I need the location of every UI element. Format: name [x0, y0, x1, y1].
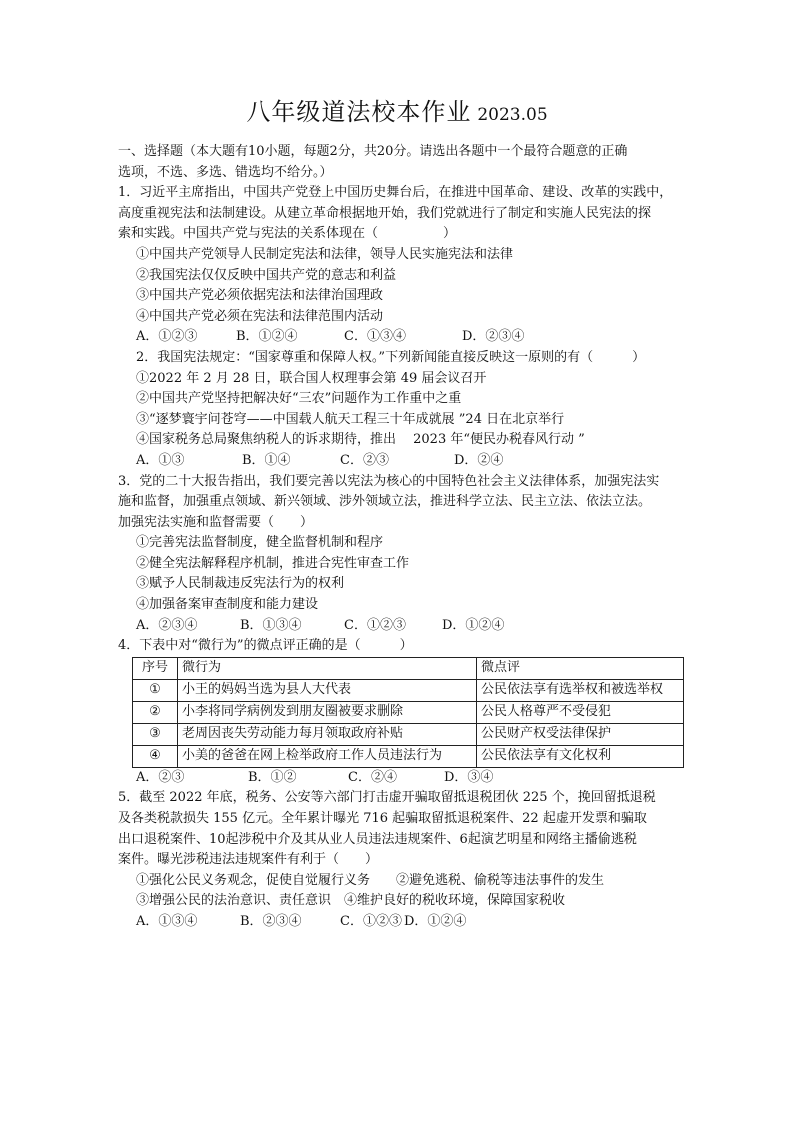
title-text: 八年级道法校本作业	[246, 98, 472, 126]
question-item: ②健全宪法解释程序机制，推进合宪性审查工作	[136, 555, 410, 571]
question-item: ④加强备案审查制度和能力建设	[136, 597, 319, 613]
table-cell: ④	[133, 745, 178, 767]
section-header-line: 一、选择题（本大题有10小题，每题2分，共20分。请选出各题中一个最符合题意的正确	[118, 144, 628, 159]
question-stem-line: 出口退税案件、10起涉税中介及其从业人员违法违规案件、6起演艺明星和网络主播偷逃税	[118, 831, 637, 847]
option-d: D．①②④	[442, 617, 505, 633]
answer-options	[118, 327, 688, 348]
question-2	[118, 348, 688, 472]
answer-options	[118, 451, 688, 472]
question-item: ③“逐梦寰宇问苍穹——中国载人航天工程三十年成就展 ”24 日在北京举行	[136, 411, 565, 427]
behavior-table	[132, 657, 684, 768]
option-a: A．①③	[136, 452, 185, 468]
table-header-row	[133, 657, 684, 679]
question-item: ③赋予人民制裁违反宪法行为的权利	[136, 576, 345, 592]
question-stem-line: 案件。曝光涉税违法违规案件有利于（ ）	[118, 852, 379, 868]
option-c: C．①②③	[340, 914, 402, 929]
answer-options	[118, 768, 688, 789]
table-header-cell: 微点评	[477, 657, 684, 679]
option-c: C．②④	[348, 769, 397, 785]
question-stem-line: 4．下表中对“微行为”的微点评正确的是（ ）	[118, 638, 413, 654]
option-d: D．②③④	[462, 329, 525, 345]
option-b: B．②③④	[240, 914, 302, 929]
table-cell: 公民依法享有选举权和被选举权	[477, 679, 684, 701]
option-d: D．①②④	[404, 914, 467, 929]
option-d: D．③④	[444, 769, 494, 785]
question-stem-line: 及各类税款损失 155 亿元。全年累计曝光 716 起骗取留抵退税案件、22 起虚开发票和骗取	[118, 811, 647, 827]
question-item: ①强化公民义务观念，促使自觉履行义务 ②避免逃税、偷税等违法事件的发生	[136, 872, 605, 888]
question-item: ④中国共产党必须在宪法和法律范围内活动	[136, 308, 384, 324]
option-c: C．②③	[340, 452, 389, 468]
table-row	[133, 745, 684, 767]
table-cell: 公民依法享有文化权利	[477, 745, 684, 767]
question-1	[118, 183, 688, 348]
table-row	[133, 723, 684, 745]
title-date: 2023.05	[477, 105, 548, 125]
table-cell: 小美的爸爸在网上检举政府工作人员违法行为	[178, 745, 477, 767]
table-cell: ①	[133, 679, 178, 701]
question-3	[118, 472, 688, 637]
question-item: ①完善宪法监督制度，健全监督机制和程序	[136, 535, 384, 551]
table-header-cell: 微行为	[178, 657, 477, 679]
question-item: ④国家税务总局聚焦纳税人的诉求期待，推出 2023 年“便民办税春风行动 ”	[136, 432, 585, 448]
table-cell: 公民人格尊严不受侵犯	[477, 701, 684, 723]
question-stem-line: 加强宪法实施和监督需要（ ）	[118, 514, 314, 530]
question-stem-line: 2．我国宪法规定：“国家尊重和保障人权。”下列新闻能直接反映这一原则的有（ ）	[136, 349, 646, 365]
table-cell: 老周因丧失劳动能力每月领取政府补贴	[178, 723, 477, 745]
answer-options	[118, 912, 688, 933]
option-c: C．①③④	[344, 329, 406, 345]
option-b: B．①③④	[240, 617, 302, 633]
page-title	[0, 92, 794, 127]
option-d: D．②④	[454, 452, 504, 468]
question-item: ③增强公民的法治意识、责任意识 ④维护良好的税收环境，保障国家税收	[136, 893, 566, 909]
section-header	[118, 142, 688, 183]
question-item: ①中国共产党领导人民制定宪法和法律，领导人民实施宪法和法律	[136, 246, 514, 262]
option-b: B．①②	[248, 769, 297, 785]
table-cell: 小王的妈妈当选为县人大代表	[178, 679, 477, 701]
question-item: ②我国宪法仅仅反映中国共产党的意志和利益	[136, 267, 397, 283]
question-stem-line: 5．截至 2022 年底，税务、公安等六部门打击虚开骗取留抵退税团伙 225 个，挽回留抵退税	[118, 790, 656, 806]
question-4	[118, 636, 688, 788]
table-cell: ②	[133, 701, 178, 723]
question-item: ③中国共产党必须依据宪法和法律治国理政	[136, 288, 384, 304]
table-cell: ③	[133, 723, 178, 745]
section-header-line: 选项，不选、多选、错选均不给分。）	[118, 164, 333, 180]
option-c: C．①②③	[344, 617, 406, 633]
question-stem-line: 施和监督，加强重点领域、新兴领域、涉外领域立法，推进科学立法、民主立法、依法立法。	[118, 494, 652, 510]
question-stem-line: 3．党的二十大报告指出，我们要完善以宪法为核心的中国特色社会主义法律体系，加强宪法实	[118, 473, 660, 489]
question-item: ②中国共产党坚持把解决好“三农”问题作为工作重中之重	[136, 391, 462, 407]
table-row	[133, 679, 684, 701]
option-b: B．①②④	[236, 329, 298, 345]
table-cell: 小李将同学病例发到朋友圈被要求删除	[178, 701, 477, 723]
table-cell: 公民财产权受法律保护	[477, 723, 684, 745]
question-stem-line: 1．习近平主席指出，中国共产党登上中国历史舞台后，在推进中国革命、建设、改革的实践中，	[118, 185, 673, 201]
question-5	[118, 788, 688, 932]
option-a: A．①②③	[136, 329, 198, 345]
option-a: A．②③	[136, 769, 185, 785]
table-row	[133, 701, 684, 723]
option-a: A．②③④	[136, 617, 198, 633]
option-b: B．①④	[242, 452, 291, 468]
question-item: ①2022 年 2 月 28 日，联合国人权理事会第 49 届会议召开	[136, 370, 487, 386]
answer-options	[118, 616, 688, 637]
table-header-cell: 序号	[133, 657, 178, 679]
question-stem-line: 高度重视宪法和法制建设。从建立革命根据地开始，我们党就进行了制定和实施人民宪法的探	[118, 205, 652, 221]
document-body	[118, 142, 688, 933]
question-stem-line: 索和实践。中国共产党与宪法的关系体现在（ ）	[118, 226, 457, 242]
option-a: A．①③④	[136, 914, 198, 929]
